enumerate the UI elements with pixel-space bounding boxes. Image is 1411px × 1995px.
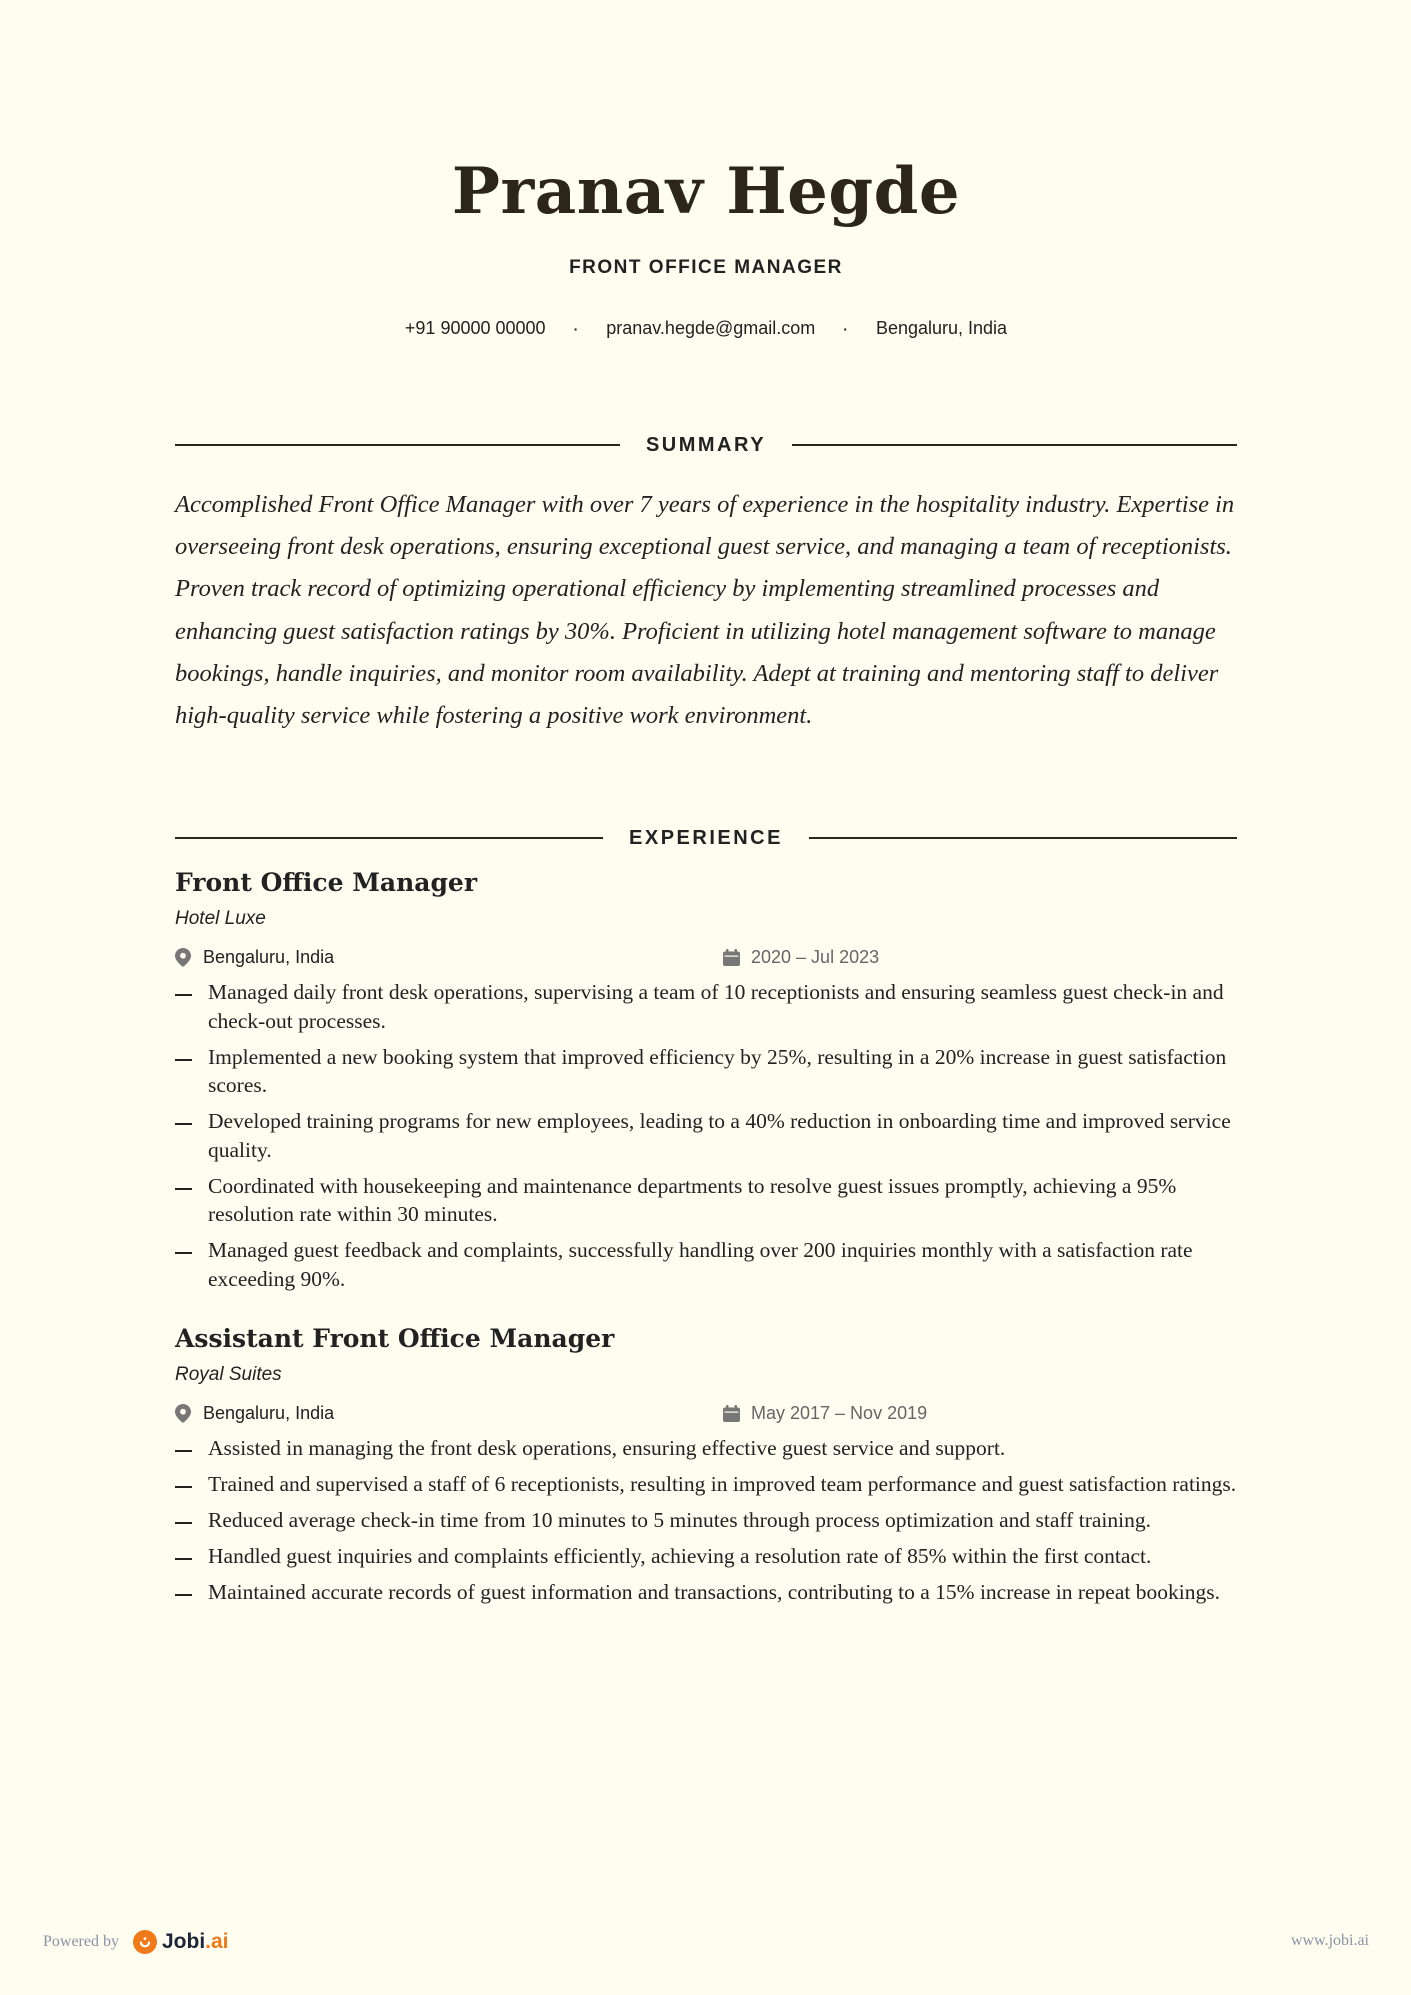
bullet-item xyxy=(175,978,1237,1035)
calendar-icon xyxy=(723,1405,740,1422)
website-link[interactable]: www.jobi.ai xyxy=(1290,1932,1369,1949)
bullet-item xyxy=(175,1236,1237,1293)
location-pin-icon xyxy=(175,1404,191,1423)
summary-heading-label: SUMMARY xyxy=(645,433,767,456)
dash-icon xyxy=(175,1188,192,1190)
summary-heading xyxy=(175,430,1237,460)
brand-suffix: .ai xyxy=(205,1930,229,1953)
contact-location: Bengaluru, India xyxy=(875,318,1008,338)
job-location xyxy=(175,1403,723,1424)
bullet-item xyxy=(175,1542,1237,1571)
dash-icon xyxy=(175,994,192,996)
bullet-text: Managed guest feedback and complaints, successfully handling over 200 inquiries monthly with a satisfaction rate exceeding 90%. xyxy=(208,1238,1193,1291)
job-title: Assistant Front Office Manager xyxy=(175,1324,615,1353)
job-meta xyxy=(175,944,1237,970)
job-dates xyxy=(723,947,879,968)
dash-icon xyxy=(175,1522,192,1524)
candidate-name: Pranav Hegde xyxy=(451,154,961,229)
bullet-text: Handled guest inquiries and complaints efficiently, achieving a resolution rate of 85% within the first contact. xyxy=(208,1544,1152,1568)
job-title: Front Office Manager xyxy=(175,868,478,897)
bullet-text: Developed training programs for new employees, leading to a 40% reduction in onboarding time and improved service quality. xyxy=(208,1109,1231,1162)
job-dates xyxy=(723,1403,927,1424)
powered-by xyxy=(43,1930,229,1954)
experience-heading xyxy=(175,823,1237,853)
separator-dot: · xyxy=(573,320,579,337)
bullet-item xyxy=(175,1043,1237,1100)
phone-number[interactable]: +91 90000 00000 xyxy=(404,318,546,338)
bullet-item xyxy=(175,1172,1237,1229)
dash-icon xyxy=(175,1486,192,1488)
job-location-text: Bengaluru, India xyxy=(203,946,335,967)
powered-by-label: Powered by xyxy=(43,1933,119,1950)
divider-line xyxy=(792,444,1237,446)
divider-line xyxy=(809,837,1237,839)
divider-line xyxy=(175,837,603,839)
job-dates-text: 2020 – Jul 2023 xyxy=(751,946,880,967)
contact-row xyxy=(175,318,1237,339)
company-name: Royal Suites xyxy=(175,1364,282,1385)
candidate-role: FRONT OFFICE MANAGER xyxy=(569,257,843,278)
bullet-item xyxy=(175,1470,1237,1499)
job-entry xyxy=(175,1322,1237,1614)
bullet-text: Maintained accurate records of guest information and transactions, contributing to a 15% increase in repeat bookings. xyxy=(208,1580,1220,1604)
bullet-item xyxy=(175,1434,1237,1463)
jobi-logo-icon xyxy=(133,1930,157,1954)
experience-heading-label: EXPERIENCE xyxy=(629,826,783,849)
job-bullets xyxy=(175,978,1237,1293)
dash-icon xyxy=(175,1594,192,1596)
bullet-text: Assisted in managing the front desk operations, ensuring effective guest service and support. xyxy=(208,1436,1006,1460)
calendar-icon xyxy=(723,949,740,966)
bullet-text: Trained and supervised a staff of 6 receptionists, resulting in improved team performance and guest satisfaction ratings. xyxy=(208,1472,1237,1496)
job-bullets xyxy=(175,1434,1237,1607)
location-pin-icon xyxy=(175,948,191,967)
dash-icon xyxy=(175,1450,192,1452)
job-dates-text: May 2017 – Nov 2019 xyxy=(751,1402,928,1423)
dash-icon xyxy=(175,1123,192,1125)
dash-icon xyxy=(175,1252,192,1254)
bullet-text: Implemented a new booking system that improved efficiency by 25%, resulting in a 20% increase in guest satisfaction scores. xyxy=(208,1044,1227,1097)
dash-icon xyxy=(175,1059,192,1061)
bullet-text: Reduced average check-in time from 10 minutes to 5 minutes through process optimization and staff training. xyxy=(208,1508,1151,1532)
brand-main: Jobi xyxy=(161,1930,206,1953)
divider-line xyxy=(175,444,620,446)
job-location xyxy=(175,947,723,968)
jobi-logo[interactable] xyxy=(133,1930,229,1954)
separator-dot: · xyxy=(843,320,848,337)
bullet-text: Managed daily front desk operations, supervising a team of 10 receptionists and ensuring seamless guest check-in and check-out processes. xyxy=(208,980,1224,1033)
bullet-item xyxy=(175,1107,1237,1164)
dash-icon xyxy=(175,1558,192,1560)
bullet-item xyxy=(175,1578,1237,1607)
bullet-item xyxy=(175,1506,1237,1535)
summary-text: Accomplished Front Office Manager with over 7 years of experience in the hospitality industry. Expertise in overseeing front desk operations, ensuring exceptional guest service, and managing a team of receptionists. Proven track record of optimizing operational efficiency by implementing streamlined processes and enhancing guest satisfaction ratings by 30%. Proficient in utilizing hotel management software to manage bookings, handle inquiries, and monitor room availability. Adept at training and mentoring staff to deliver high-quality service while fostering a positive work environment. xyxy=(175,491,1235,730)
company-name: Hotel Luxe xyxy=(175,908,266,929)
jobi-logo-text xyxy=(162,1930,229,1954)
job-entry xyxy=(175,866,1237,1301)
bullet-text: Coordinated with housekeeping and maintenance departments to resolve guest issues promptly, achieving a 95% resolution rate within 30 minutes. xyxy=(208,1173,1177,1226)
job-meta xyxy=(175,1400,1237,1426)
job-location-text: Bengaluru, India xyxy=(203,1402,335,1423)
email-address[interactable]: pranav.hegde@gmail.com xyxy=(606,318,816,338)
